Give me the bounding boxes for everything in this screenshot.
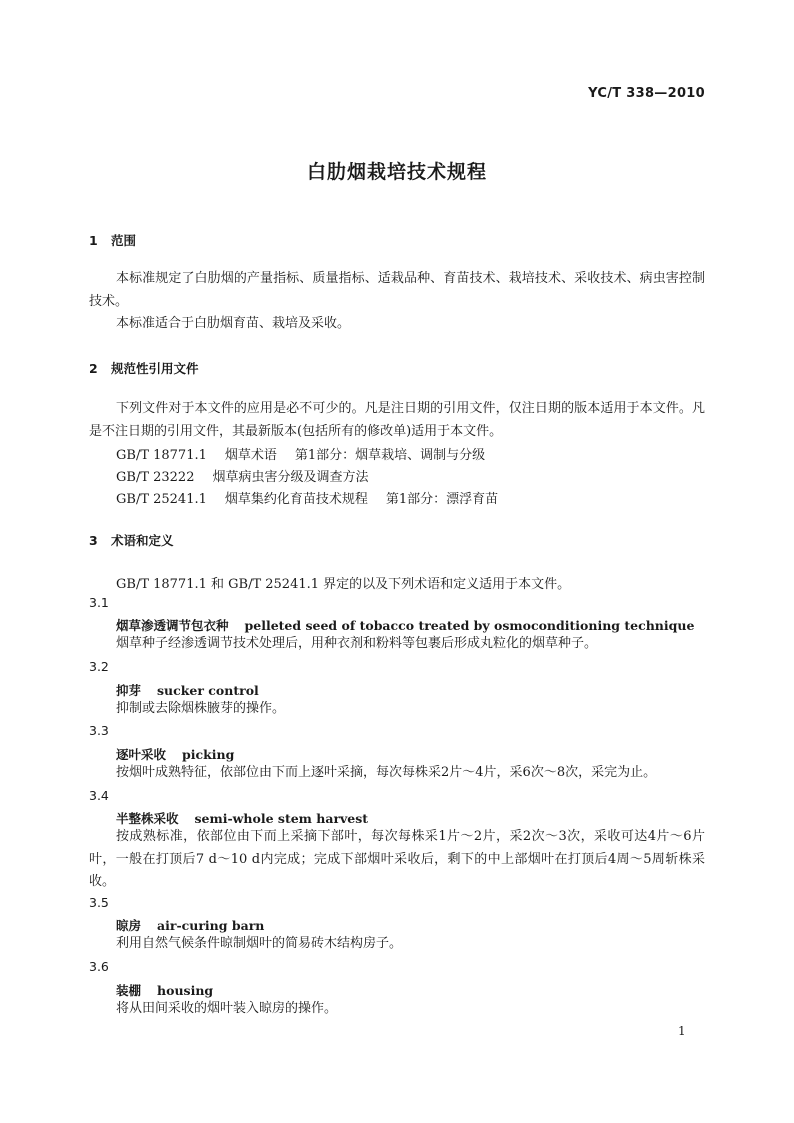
reference-name: 烟草术语 xyxy=(224,448,277,463)
term-number: 3.3 xyxy=(89,723,109,738)
term-heading xyxy=(116,616,694,634)
reference-item xyxy=(116,488,498,507)
reference-name: 烟草集约化育苗技术规程 xyxy=(224,492,368,507)
reference-name: 烟草病虫害分级及调查方法 xyxy=(212,470,369,485)
section-1-paragraph-2: 本标准适合于白肋烟育苗、栽培及采收。 xyxy=(116,316,351,331)
term-heading xyxy=(116,681,259,699)
term-en: picking xyxy=(182,747,235,762)
section-1-heading xyxy=(89,231,136,249)
reference-part: 第1部分：烟草栽培、调制与分级 xyxy=(294,448,486,463)
term-zh: 烟草渗透调节包衣种 xyxy=(116,618,229,633)
term-number: 3.2 xyxy=(89,659,109,674)
reference-code: GB/T 18771.1 xyxy=(116,448,207,463)
section-3-intro: GB/T 18771.1 和 GB/T 25241.1 界定的以及下列术语和定义适用于本文件。 xyxy=(116,577,571,592)
term-heading xyxy=(116,981,213,999)
reference-code: GB/T 25241.1 xyxy=(116,492,207,507)
term-definition: 按成熟标准，依部位由下而上采摘下部叶，每次每株采1片～2片，采2次～3次，采收可达4片～6片叶，一般在打顶后7 d～10 d内完成；完成下部烟叶采收后，剩下的中上部烟叶在打顶后4周～5周斩株采收。 xyxy=(89,829,705,889)
reference-item xyxy=(116,444,485,463)
term-heading xyxy=(116,809,368,827)
standard-code: YC/T 338—2010 xyxy=(588,86,705,101)
reference-code: GB/T 23222 xyxy=(116,470,195,485)
term-heading xyxy=(116,916,264,934)
section-title: 规范性引用文件 xyxy=(111,361,199,376)
term-definition: 利用自然气候条件晾制烟叶的简易砖木结构房子。 xyxy=(116,936,403,951)
section-title: 范围 xyxy=(111,233,137,248)
term-en: housing xyxy=(157,983,214,998)
term-zh: 装棚 xyxy=(116,983,142,998)
section-2-heading xyxy=(89,359,199,377)
term-zh: 逐叶采收 xyxy=(116,747,167,762)
section-3-heading xyxy=(89,531,174,549)
term-number: 3.4 xyxy=(89,788,109,803)
term-definition: 将从田间采收的烟叶装入晾房的操作。 xyxy=(116,1001,338,1016)
term-definition: 烟草种子经渗透调节技术处理后，用种衣剂和粉料等包裹后形成丸粒化的烟草种子。 xyxy=(116,636,598,651)
term-number: 3.5 xyxy=(89,895,109,910)
term-heading xyxy=(116,745,234,763)
term-en: sucker control xyxy=(157,683,259,698)
section-title: 术语和定义 xyxy=(111,533,174,548)
term-en: semi-whole stem harvest xyxy=(194,811,369,826)
term-zh: 晾房 xyxy=(116,918,142,933)
term-definition: 按烟叶成熟特征，依部位由下而上逐叶采摘，每次每株采2片～4片，采6次～8次，采完为止。 xyxy=(116,765,657,780)
term-en: air-curing barn xyxy=(157,918,265,933)
section-number: 2 xyxy=(89,361,98,376)
term-definition: 抑制或去除烟株腋芽的操作。 xyxy=(116,701,286,716)
section-2-paragraph-1: 下列文件对于本文件的应用是必不可少的。凡是注日期的引用文件，仅注日期的版本适用于本文件。凡是不注日期的引用文件，其最新版本(包括所有的修改单)适用于本文件。 xyxy=(89,401,705,439)
term-zh: 半整株采收 xyxy=(116,811,179,826)
section-1-paragraph-1: 本标准规定了白肋烟的产量指标、质量指标、适栽品种、育苗技术、栽培技术、采收技术、病虫害控制技术。 xyxy=(89,271,705,309)
reference-item xyxy=(116,466,369,485)
section-number: 3 xyxy=(89,533,98,548)
term-zh: 抑芽 xyxy=(116,683,142,698)
term-number: 3.1 xyxy=(89,595,109,610)
page-number: 1 xyxy=(678,1024,686,1038)
term-en: pelleted seed of tobacco treated by osmoconditioning technique xyxy=(244,618,695,633)
term-number: 3.6 xyxy=(89,959,109,974)
reference-part: 第1部分：漂浮育苗 xyxy=(385,492,499,507)
document-title: 白肋烟栽培技术规程 xyxy=(306,161,487,183)
section-number: 1 xyxy=(89,233,98,248)
